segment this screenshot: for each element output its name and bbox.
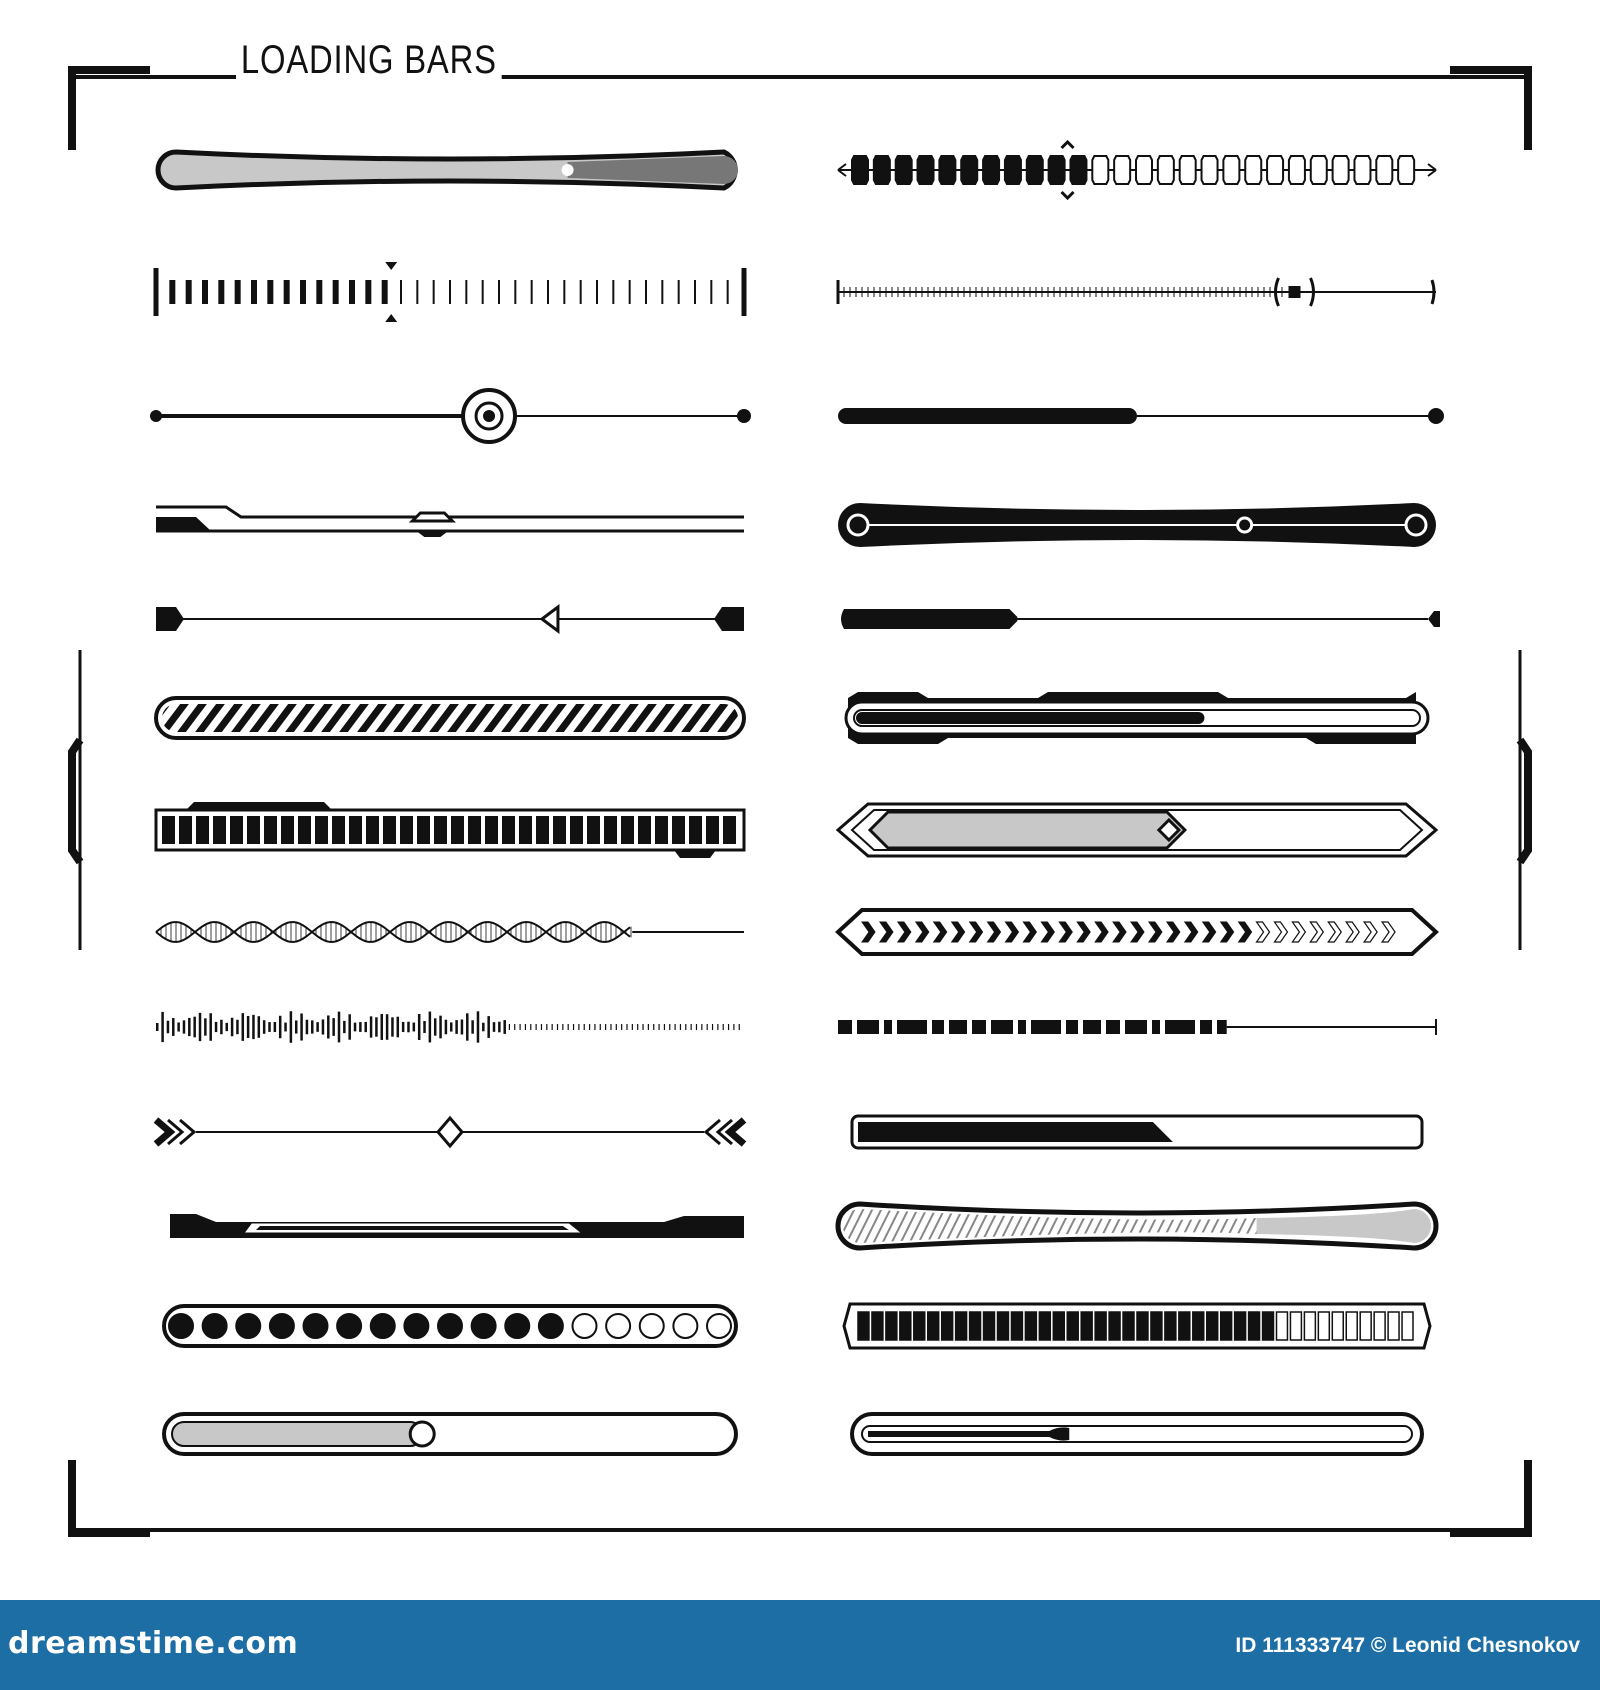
stepped-line-bar [156,507,744,537]
rounded-node-bar [838,503,1436,547]
target-knob-line-bar [150,390,751,442]
thick-line-bar [838,408,1444,424]
angled-frame-bar [170,1214,744,1238]
brand-logo: dreamstime.com [8,1626,299,1661]
frame-corner-tl [72,70,150,150]
hex-frame-diamond-bar [838,804,1436,856]
hexagon-segment-bar [838,142,1436,198]
audio-spectrum-bar [156,1011,740,1043]
capsule-gradient-bar [158,152,738,188]
capsule-knob-bar [164,1414,736,1454]
slanted-fill-bar [852,1116,1422,1148]
dots-bar [164,1306,736,1346]
inner-needle-bar [852,1414,1422,1454]
framed-capsule-bar [846,692,1428,744]
wave-bar [156,922,744,942]
page-title: LOADING BARS [236,38,502,83]
frame-corner-tr [1450,70,1528,150]
bars-left-column [126,152,780,1454]
chevron-diamond-bar [156,1118,744,1146]
bars-right-column [818,142,1444,1454]
footer-bar [0,1600,1600,1690]
striped-capsule-bar [126,698,780,738]
frame-corner-bl [72,1460,150,1533]
tick-scale-bar [156,262,744,322]
hatched-taper-bar [818,1204,1436,1248]
arrow-line-bar [156,607,744,631]
segmented-cell-bar [844,1304,1430,1348]
dashed-segment-bar [838,1019,1436,1035]
image-credit: ID 111333747 © Leonid Chesnokov [1235,1634,1580,1657]
segmented-block-bar [156,802,744,858]
tapered-line-bar [841,609,1440,629]
chevron-arrow-bar [838,910,1436,954]
fine-tick-slider-bar [838,278,1436,306]
frame-corner-br [1450,1460,1528,1533]
